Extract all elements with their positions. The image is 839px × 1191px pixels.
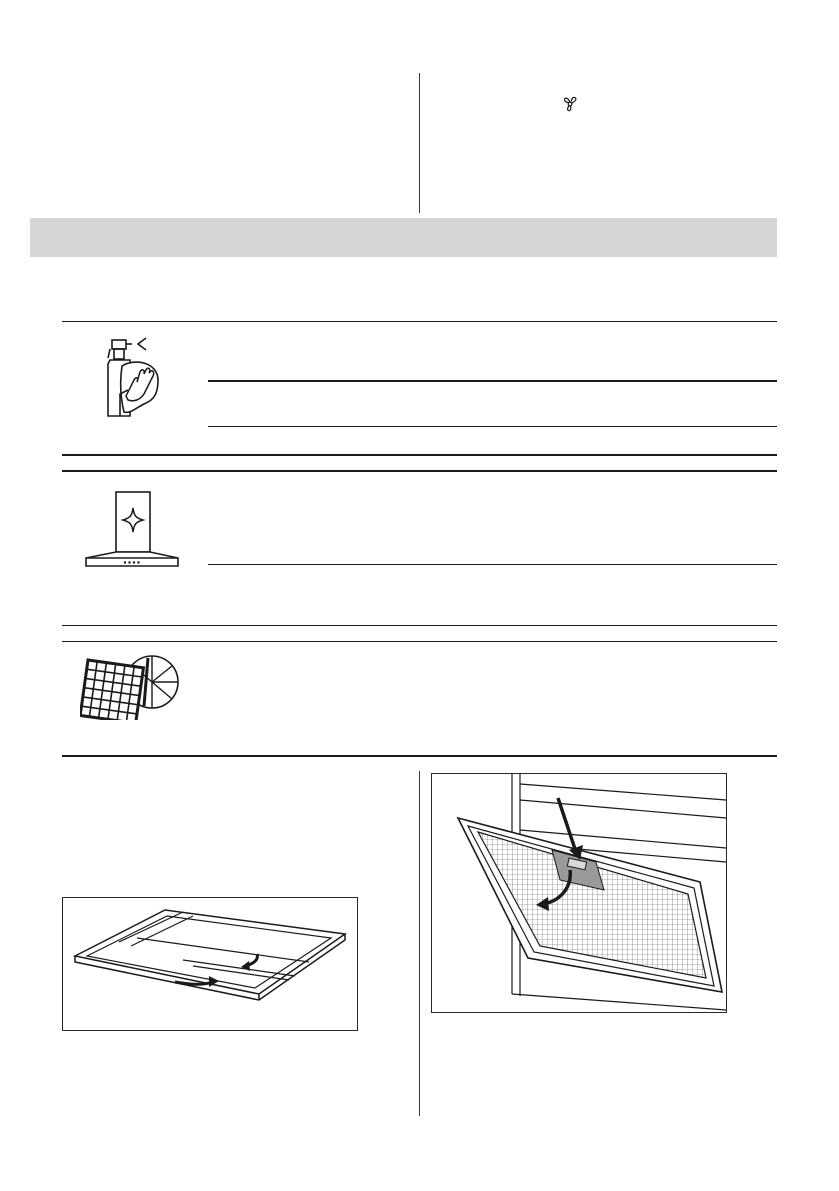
table-top-rule bbox=[62, 321, 777, 322]
grease-filter-release-figure bbox=[431, 773, 727, 1013]
fan-icon bbox=[561, 95, 579, 113]
row3-top-rule bbox=[62, 641, 777, 642]
row1-bottom-inner-rule bbox=[208, 426, 777, 427]
grease-filter-icon bbox=[80, 650, 180, 720]
clean-hood-sparkle-icon bbox=[84, 490, 180, 568]
section-heading-bar bbox=[30, 218, 777, 257]
row2-separator bbox=[62, 625, 777, 626]
row2-top-rule bbox=[62, 470, 777, 472]
row2-inner-rule bbox=[208, 564, 777, 565]
table-bottom-rule bbox=[62, 755, 777, 757]
filter-frame-removal-figure bbox=[62, 897, 358, 1031]
bottom-column-divider bbox=[419, 771, 420, 1116]
spray-cloth-cleaning-icon bbox=[100, 336, 162, 418]
row1-separator bbox=[62, 454, 777, 456]
top-column-divider bbox=[419, 73, 420, 213]
row1-inner-rule bbox=[208, 380, 777, 382]
